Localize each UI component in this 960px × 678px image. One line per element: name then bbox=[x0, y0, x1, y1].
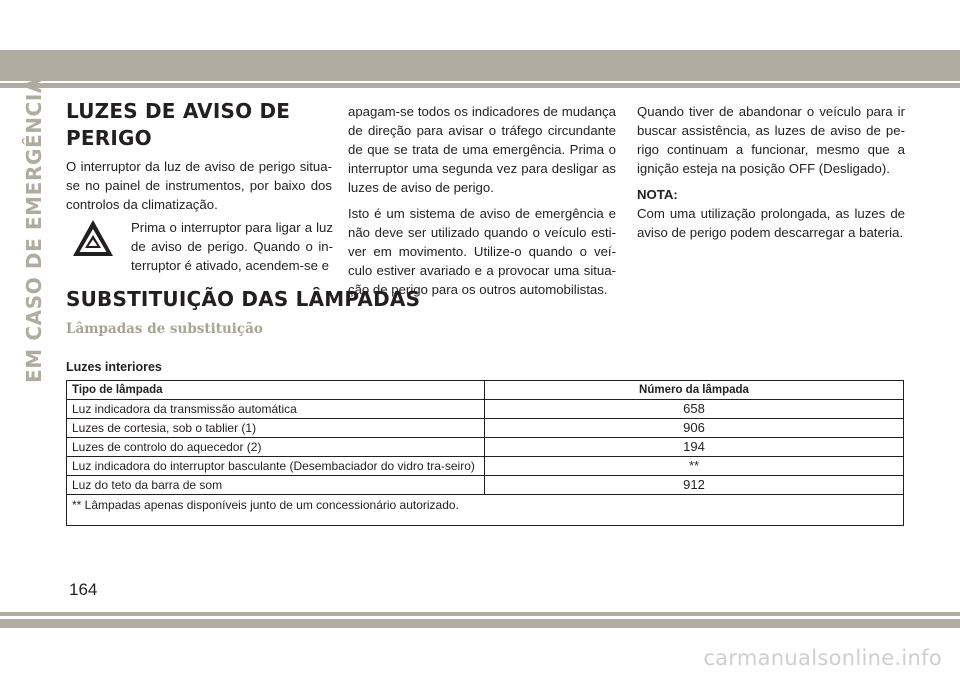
footer-rule bbox=[0, 612, 960, 616]
header-band bbox=[0, 50, 960, 81]
table-title: Luzes interiores bbox=[66, 360, 162, 374]
bulb-number-cell: 194 bbox=[485, 438, 904, 457]
hazard-paragraph: Isto é um sistema de aviso de emergência e não deve ser utilizado quando o veículo esti-ver em movimento. Utilize-o quando o veí-culo estiver avariado e a provocar uma situa-ção de perigo para os outros automobilistas. bbox=[348, 206, 616, 297]
bulbs-subtitle: Lâmpadas de substituição bbox=[66, 321, 263, 337]
hazard-paragraph: Quando tiver de abandonar o veículo para ir buscar assistência, as luzes de aviso de pe-rigo continuam a funcionar, mesmo que a ignição esteja na posição OFF (Desligado). bbox=[637, 104, 905, 176]
table-footnote: ** Lâmpadas apenas disponíveis junto de um concessionário autorizado. bbox=[67, 495, 904, 526]
table-row bbox=[67, 419, 904, 438]
note-text: Com uma utilização prolongada, as luzes de aviso de perigo podem descarregar a bateria. bbox=[637, 206, 905, 240]
table-footnote-row bbox=[67, 495, 904, 526]
bulb-table bbox=[66, 380, 904, 526]
table-row bbox=[67, 476, 904, 495]
page-number: 164 bbox=[69, 580, 98, 599]
note-title: NOTA: bbox=[637, 187, 678, 202]
table-header-row bbox=[67, 381, 904, 400]
hazard-paragraph: apagam-se todos os indicadores de mudança de direção para avisar o tráfego circundante de que se trata de uma emergência. Prima o interruptor uma segunda vez para desligar as luzes de aviso de perigo. bbox=[348, 104, 616, 195]
section-side-tab-label: EM CASO DE EMERGÊNCIA bbox=[22, 77, 47, 383]
table-row bbox=[67, 438, 904, 457]
bulbs-section-title: SUBSTITUIÇÃO DAS LÂMPADAS bbox=[66, 287, 421, 311]
hazard-section-title: LUZES DE AVISO DE PERIGO bbox=[66, 99, 291, 150]
hazard-column-3 bbox=[637, 102, 905, 249]
bulb-number-cell: ** bbox=[485, 457, 904, 476]
bulb-number-cell: 912 bbox=[485, 476, 904, 495]
section-side-tab bbox=[18, 77, 50, 383]
hazard-icon-text: Prima o interruptor para ligar a luz de aviso de perigo. Quando o in-terruptor é ativado, acendem-se e bbox=[131, 220, 333, 273]
column-header-type: Tipo de lâmpada bbox=[67, 381, 485, 400]
watermark: carmanualsonline.info bbox=[703, 646, 942, 670]
bulb-number-cell: 658 bbox=[485, 400, 904, 419]
header-rule bbox=[0, 83, 960, 88]
hazard-intro: O interruptor da luz de aviso de perigo situa-se no painel de instrumentos, por baixo dos controlos da climatização. bbox=[66, 159, 332, 212]
bulb-type-cell: Luzes de cortesia, sob o tablier (1) bbox=[67, 419, 485, 438]
column-header-number: Número da lâmpada bbox=[485, 381, 904, 400]
table-row bbox=[67, 457, 904, 476]
footer-band bbox=[0, 619, 960, 628]
table-row bbox=[67, 400, 904, 419]
bulb-number-cell: 906 bbox=[485, 419, 904, 438]
bulb-type-cell: Luz indicadora da transmissão automática bbox=[67, 400, 485, 419]
hazard-column-2 bbox=[348, 102, 616, 306]
bulb-type-cell: Luz indicadora do interruptor basculante (Desembaciador do vidro tra-seiro) bbox=[67, 457, 485, 476]
bulb-type-cell: Luzes de controlo do aquecedor (2) bbox=[67, 438, 485, 457]
hazard-warning-icon bbox=[71, 218, 115, 258]
bulb-type-cell: Luz do teto da barra de som bbox=[67, 476, 485, 495]
